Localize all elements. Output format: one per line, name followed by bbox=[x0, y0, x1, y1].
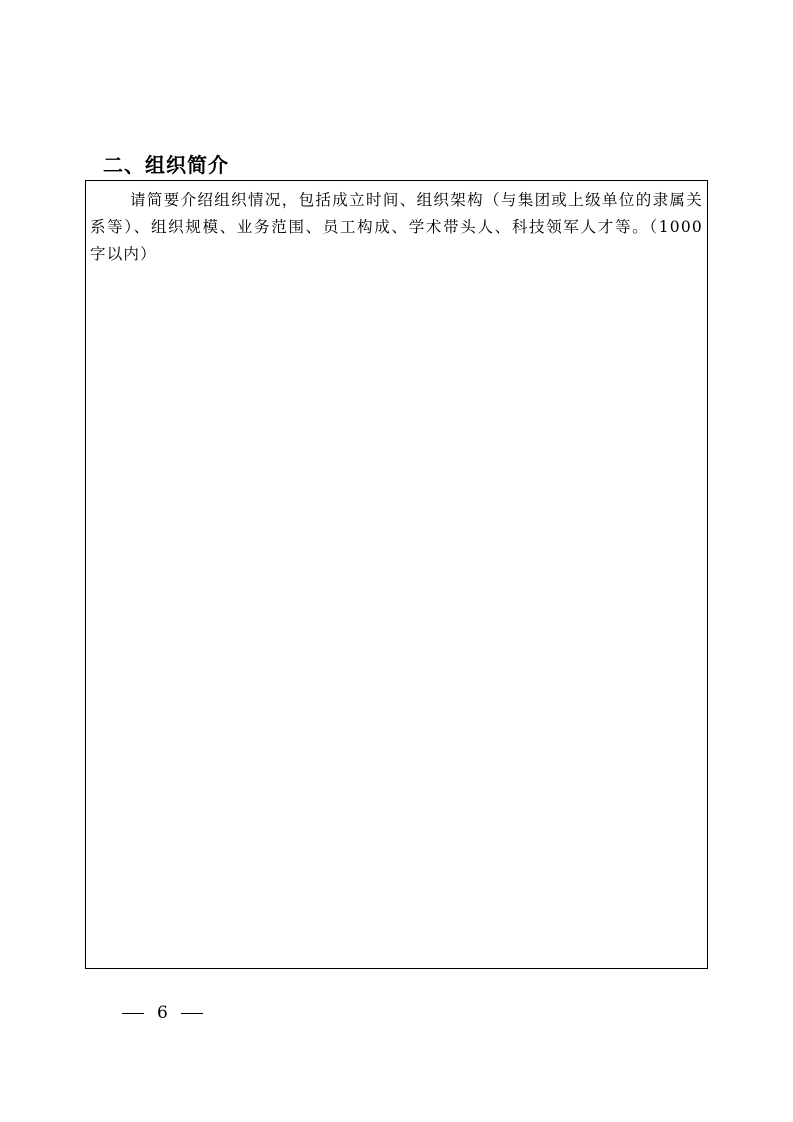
page-footer bbox=[122, 1000, 203, 1026]
instruction-text: 请简要介绍组织情况，包括成立时间、组织架构（与集团或上级单位的隶属关系等）、组织规模、业务范围、员工构成、学术带头人、科技领军人才等。（1000字以内） bbox=[90, 191, 703, 263]
page-number: 6 bbox=[157, 1003, 168, 1023]
footer-dash-right bbox=[181, 1013, 203, 1014]
section-title: 二、组织简介 bbox=[103, 153, 229, 177]
organization-intro-box[interactable] bbox=[85, 180, 708, 969]
footer-dash-left bbox=[122, 1013, 144, 1014]
